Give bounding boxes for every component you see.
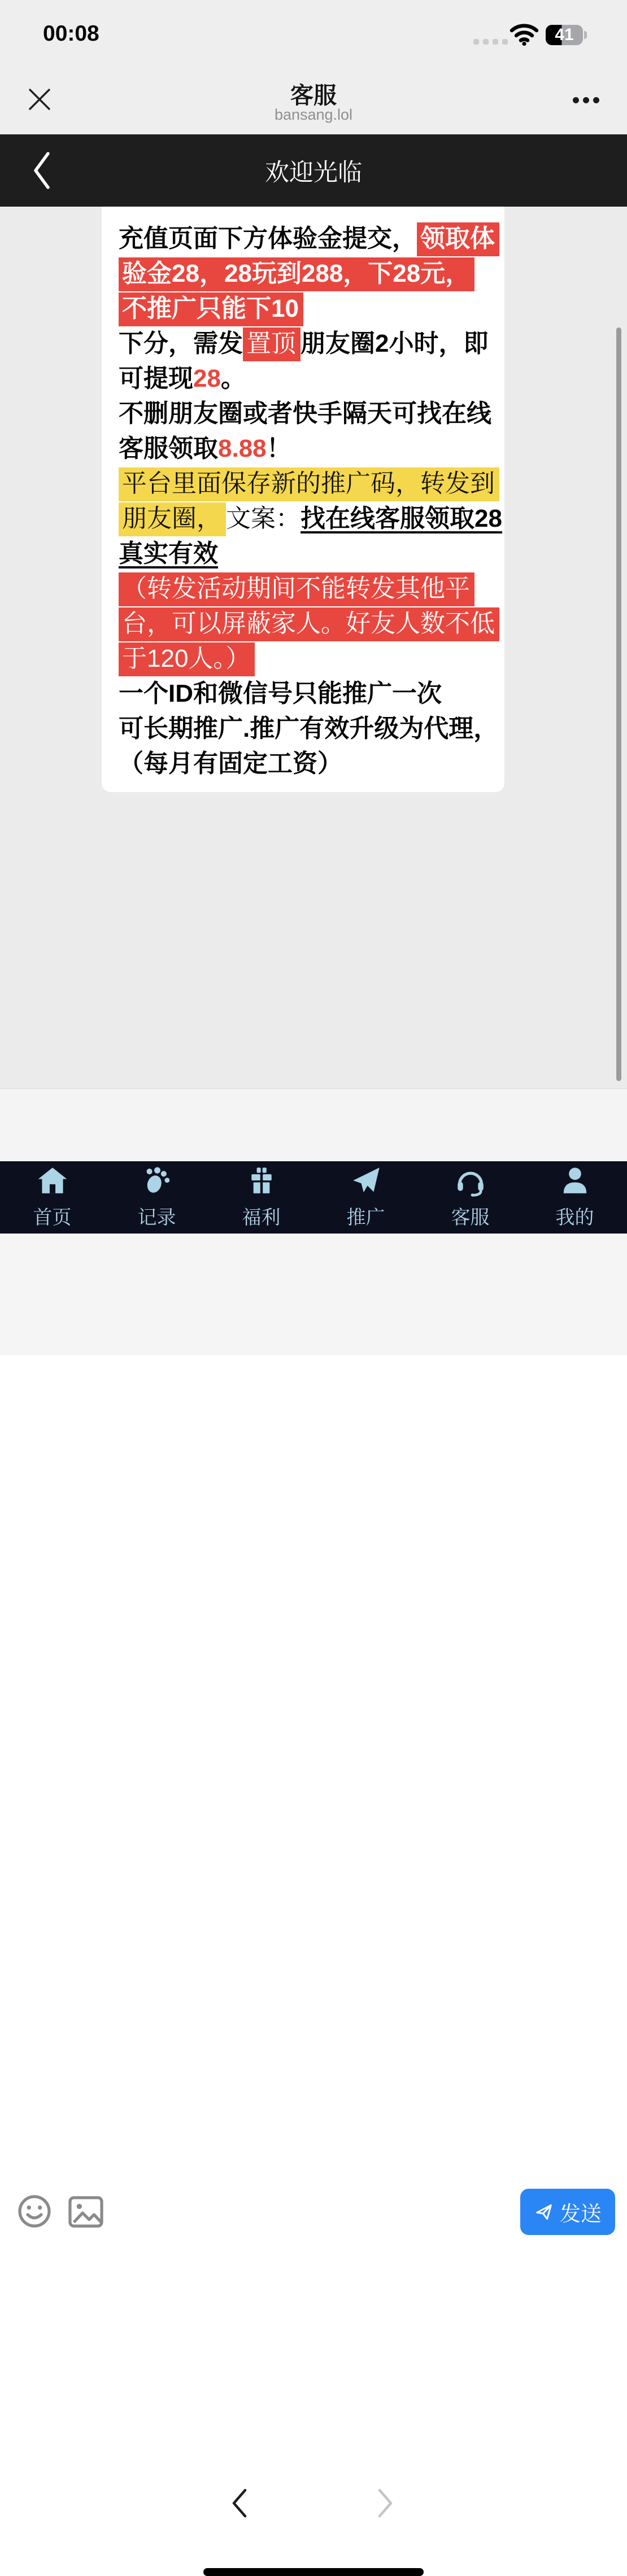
message-bubble [102, 207, 504, 792]
tab-service[interactable] [418, 1161, 522, 1234]
message-line [119, 676, 487, 711]
tab-welfare[interactable] [209, 1161, 314, 1234]
browser-bottom-bar [0, 1234, 627, 1355]
tab-records[interactable] [104, 1161, 209, 1234]
message-text [119, 221, 502, 781]
message-segment: 真实有效 [119, 540, 218, 567]
battery-percent: 41 [555, 25, 574, 44]
tab-label: 客服 [451, 1207, 490, 1228]
message-input[interactable] [120, 2185, 510, 2241]
message-line [119, 326, 487, 361]
headset-icon [455, 1165, 486, 1199]
home-icon [37, 1165, 68, 1199]
message-segment: 置顶 [243, 327, 301, 361]
tab-label: 首页 [33, 1207, 72, 1228]
message-segment: 。 [220, 365, 246, 392]
message-line [119, 641, 487, 676]
message-segment: （转发活动期间不能转发其他平 [119, 572, 474, 606]
home-indicator[interactable] [203, 2568, 424, 2576]
message-segment: 文案： [226, 505, 301, 532]
send-label: 发送 [560, 2202, 602, 2225]
footprint-icon [141, 1165, 173, 1199]
message-line [119, 466, 495, 501]
message-line [119, 396, 491, 431]
tab-mine[interactable] [522, 1161, 627, 1234]
tab-label: 福利 [242, 1207, 281, 1228]
message-line [119, 606, 495, 641]
tab-label: 推广 [346, 1207, 385, 1228]
message-segment: 8.88 [218, 435, 267, 462]
message-segment: 验金28，28玩到288，下28元， [119, 257, 474, 291]
message-segment: 客服领取 [119, 435, 218, 462]
tab-bar [0, 1161, 627, 1234]
page-header [0, 134, 627, 207]
message-line [119, 221, 495, 256]
tab-label: 记录 [137, 1207, 176, 1228]
scrollbar-thumb[interactable] [616, 327, 621, 1081]
message-segment: 不删朋友圈或者快手隔天可找在线 [119, 400, 491, 427]
message-segment: （每月有固定工资） [119, 750, 342, 777]
message-line [119, 291, 487, 326]
paper-plane-icon [350, 1165, 382, 1199]
message-segment: 朋友圈， [119, 502, 226, 536]
gift-icon [246, 1165, 277, 1199]
chat-area [0, 207, 627, 1088]
status-time: 00:08 [43, 21, 99, 46]
message-line [119, 571, 487, 606]
message-segment: 台，可以屏蔽家人。好友人数不低 [119, 607, 499, 641]
message-segment: 不推广只能下10 [119, 292, 303, 326]
tab-label: 我的 [555, 1207, 594, 1228]
message-segment: 可长期推广.推广有效升级为代理， [119, 715, 499, 742]
message-line [119, 711, 499, 746]
browser-title: 客服 [290, 82, 337, 108]
message-line [119, 361, 487, 396]
message-line [119, 501, 502, 536]
message-line [119, 746, 487, 781]
page-title: 欢迎光临 [265, 159, 362, 186]
message-segment: 可提现 [119, 365, 193, 392]
message-segment: 朋友圈2小时，即 [301, 330, 489, 357]
person-icon [559, 1165, 591, 1199]
tab-home[interactable] [0, 1161, 104, 1234]
wifi-icon [509, 23, 539, 49]
message-segment: 找在线客服领取28 [301, 505, 502, 532]
message-segment: 领取体 [417, 222, 499, 256]
message-segment: 下分，需发 [119, 330, 243, 357]
message-line [119, 431, 487, 466]
tab-promotion[interactable] [314, 1161, 418, 1234]
message-segment: 于120人。） [119, 642, 255, 676]
message-segment: 平台里面保存新的推广码，转发到 [119, 467, 499, 501]
send-button[interactable] [520, 2189, 615, 2235]
cellular-signal-icon [473, 39, 508, 45]
more-menu-icon[interactable] [573, 97, 599, 103]
message-segment: 一个ID和微信号只能推广一次 [119, 680, 442, 707]
message-segment: 充值页面下方体验金提交， [119, 225, 417, 252]
message-segment: 28 [193, 365, 221, 392]
message-line [119, 256, 487, 291]
battery-icon [546, 25, 583, 45]
nav-back-icon[interactable] [229, 2488, 250, 2521]
image-button[interactable] [68, 2195, 104, 2230]
emoji-button[interactable] [17, 2194, 52, 2231]
message-segment: ！ [266, 435, 291, 462]
send-plane-icon [534, 2202, 554, 2222]
message-line [119, 536, 487, 571]
nav-forward-icon[interactable] [375, 2488, 396, 2521]
browser-domain: bansang.lol [274, 106, 353, 123]
